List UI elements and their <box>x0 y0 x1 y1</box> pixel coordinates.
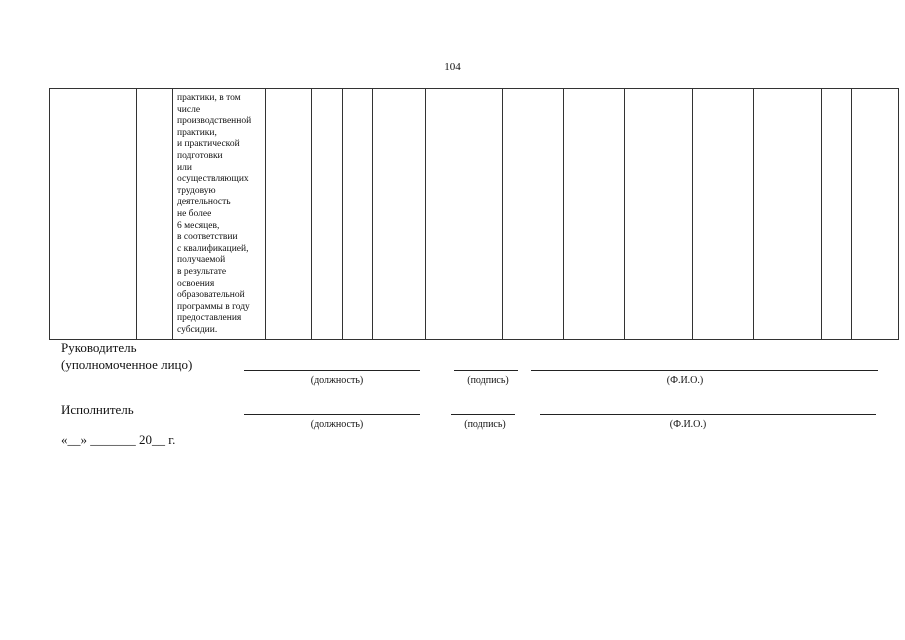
table-cell <box>693 89 754 340</box>
cell-line: осуществляющих <box>177 174 249 185</box>
table-cell <box>137 89 173 340</box>
signature-caption: (подпись) <box>464 419 506 430</box>
table-cell <box>625 89 693 340</box>
table-cell <box>373 89 426 340</box>
table-cell <box>343 89 373 340</box>
signature-caption: (подпись) <box>467 375 509 386</box>
cell-line: трудовую <box>177 185 216 196</box>
cell-line: числе <box>177 104 201 115</box>
manager-label: Руководитель <box>61 340 137 355</box>
position-caption: (должность) <box>310 375 364 386</box>
name-caption: (Ф.И.О.) <box>669 419 707 430</box>
cell-line: и практической <box>177 139 240 150</box>
cell-line: с квалификацией, <box>177 243 249 254</box>
position-line <box>244 414 420 415</box>
table-cell <box>564 89 625 340</box>
cell-line: не более <box>177 208 212 219</box>
name-caption: (Ф.И.О.) <box>666 375 704 386</box>
cell-line: практики, <box>177 127 217 138</box>
table-cell <box>50 89 137 340</box>
table-cell <box>754 89 822 340</box>
signature-line <box>454 370 518 371</box>
table-cell <box>503 89 564 340</box>
cell-line: образовательной <box>177 290 245 301</box>
table-cell <box>426 89 503 340</box>
table-cell-description <box>173 89 266 340</box>
cell-line: деятельность <box>177 197 231 208</box>
table-cell <box>852 89 899 340</box>
position-line <box>244 370 420 371</box>
table-cell <box>312 89 343 340</box>
table-cell <box>266 89 312 340</box>
cell-line: производственной <box>177 116 252 127</box>
cell-line: в результате <box>177 266 227 277</box>
date-line: «__» _______ 20__ г. <box>61 432 176 447</box>
cell-line: в соответствии <box>177 232 238 243</box>
cell-line: или <box>177 162 192 173</box>
cell-line: 6 месяцев, <box>177 220 220 231</box>
name-line <box>531 370 878 371</box>
cell-line: получаемой <box>177 255 226 266</box>
cell-line: предоставления <box>177 313 242 324</box>
cell-line: субсидии. <box>177 324 218 335</box>
name-line <box>540 414 876 415</box>
cell-line: программы в году <box>177 301 250 312</box>
table-row <box>50 89 899 340</box>
page-number: 104 <box>444 61 461 73</box>
executor-label: Исполнитель <box>61 402 134 417</box>
cell-line: подготовки <box>177 150 223 161</box>
manager-authorized-label: (уполномоченное лицо) <box>61 357 193 372</box>
report-table <box>49 88 899 340</box>
position-caption: (должность) <box>310 419 364 430</box>
cell-line: практики, в том <box>177 93 241 103</box>
signature-line <box>451 414 515 415</box>
cell-line: освоения <box>177 278 215 289</box>
table-cell <box>822 89 852 340</box>
